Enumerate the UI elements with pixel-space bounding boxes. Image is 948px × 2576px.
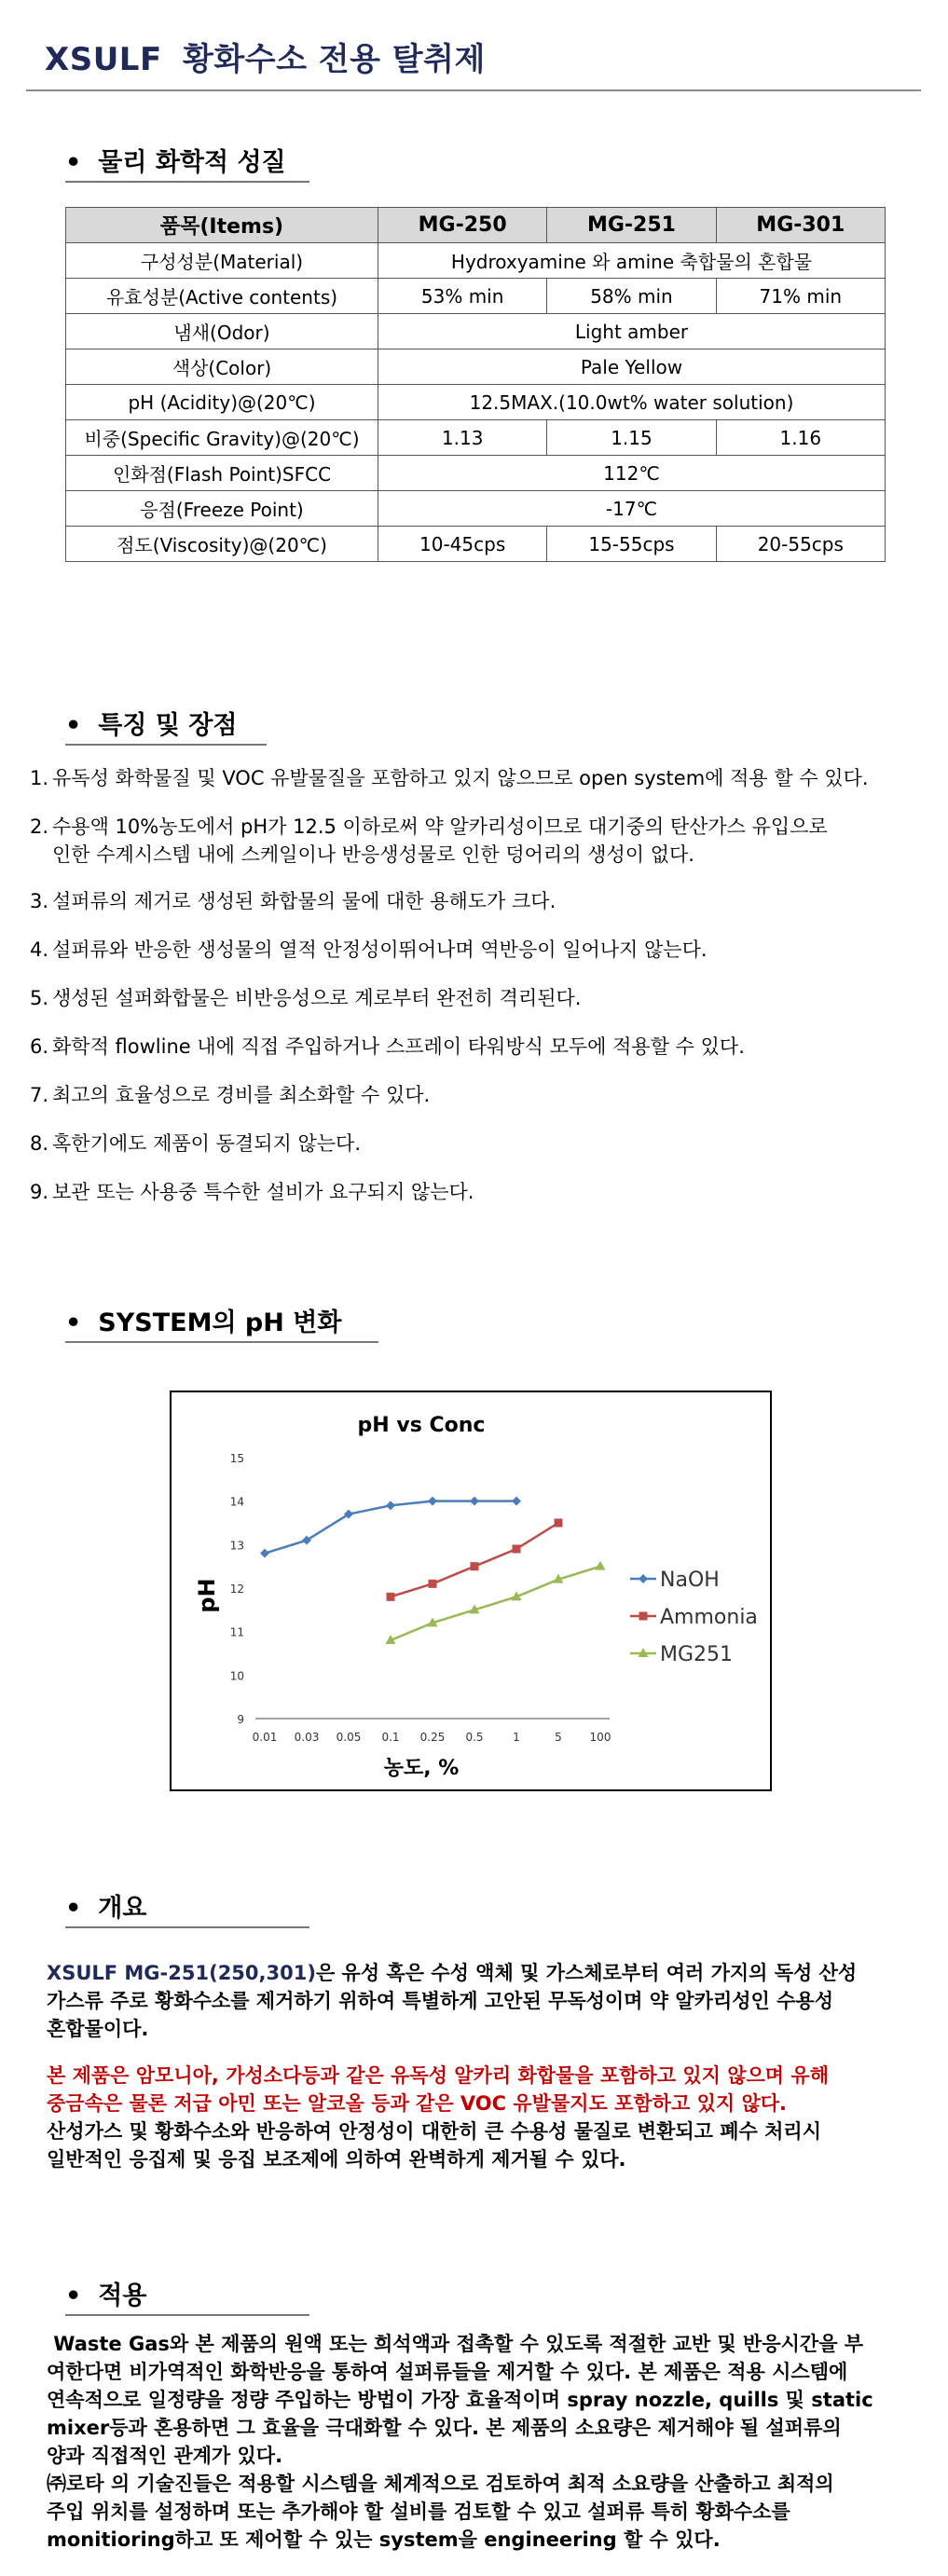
legend-marker	[639, 1574, 648, 1583]
data-point-naoh	[470, 1497, 479, 1506]
table-row	[66, 420, 886, 456]
chart-x-axis-label: 농도, %	[383, 1757, 460, 1780]
application-line: 연속적으로 일정량을 정량 주입하는 방법이 가장 효율적이며 spray nozzle, quills 및 static	[47, 2389, 873, 2411]
feature-item	[30, 813, 828, 869]
table-row	[66, 314, 886, 349]
x-tick-label: 1	[513, 1731, 520, 1744]
section-heading-features	[65, 705, 237, 741]
application-line: ㈜로타 의 기술진들은 적용할 시스템을 체계적으로 검토하여 최적 소요량을 산출하고 최적의	[47, 2473, 834, 2495]
application-line: 여한다면 비가역적인 화학반응을 통하여 설퍼류들을 제거할 수 있다. 본 제품은 적용 시스템에	[47, 2361, 848, 2383]
feature-item	[30, 1033, 745, 1061]
data-point-ammonia	[387, 1593, 395, 1601]
feature-line	[30, 764, 869, 792]
table-cell: 15-55cps	[547, 527, 716, 562]
feature-item	[30, 1081, 430, 1109]
feature-number: 8.	[30, 1132, 49, 1155]
series-line-ammonia	[391, 1523, 558, 1596]
application-paragraph	[47, 2330, 904, 2554]
data-point-naoh	[512, 1497, 521, 1506]
table-cell: Light amber	[378, 314, 886, 349]
table-cell: Hydroxyamine 와 amine 축합물의 혼합물	[378, 243, 886, 279]
data-point-naoh	[260, 1549, 269, 1558]
table-header-row	[66, 208, 886, 243]
table-header-cell: MG-301	[716, 208, 885, 243]
y-tick-label: 9	[237, 1713, 244, 1726]
ph-chart	[170, 1391, 772, 1791]
section-underline	[65, 1341, 378, 1343]
row-label: 응점(Freeze Point)	[66, 491, 378, 527]
feature-line	[30, 984, 582, 1012]
chart-svg	[172, 1392, 770, 1789]
table-cell: 1.16	[716, 420, 885, 456]
feature-number: 9.	[30, 1181, 49, 1203]
feature-line	[30, 1081, 430, 1109]
data-point-ammonia	[471, 1562, 479, 1570]
section-heading-overview	[65, 1887, 146, 1924]
table-row	[66, 456, 886, 491]
feature-number: 2.	[30, 815, 49, 838]
feature-line	[30, 841, 828, 869]
feature-line	[30, 1178, 474, 1206]
feature-text: 화학적 flowline 내에 직접 주입하거나 스프레이 타워방식 모두에 적용할 수 있다.	[52, 1035, 745, 1058]
bullet-icon: •	[65, 711, 82, 740]
row-label: 냄새(Odor)	[66, 314, 378, 349]
chart-axes	[230, 1452, 611, 1744]
x-tick-label: 0.5	[465, 1731, 484, 1744]
overview-warning-line: 본 제품은 암모니아, 가성소다등과 같은 유독성 알카리 화합물을 포함하고 있지 않으며 유해	[47, 2064, 829, 2087]
table-row	[66, 385, 886, 420]
header-divider	[26, 89, 921, 91]
application-line: Waste Gas와 본 제품의 원액 또는 희석액과 접촉할 수 있도록 적절한 교반 및 반응시간을 부	[47, 2333, 864, 2355]
feature-item	[30, 764, 869, 792]
overview-paragraph-2	[47, 2062, 904, 2173]
overview-line: 혼합물이다.	[47, 2018, 149, 2040]
row-label: 인화점(Flash Point)SFCC	[66, 456, 378, 491]
feature-text: 생성된 설퍼화합물은 비반응성으로 계로부터 완전히 격리된다.	[52, 987, 582, 1009]
section-title: 적용	[98, 2281, 147, 2310]
table-cell: 112℃	[378, 456, 886, 491]
table-header-cell: 품목(Items)	[66, 208, 378, 243]
table-cell: 1.15	[547, 420, 716, 456]
application-line: 양과 직접적인 관계가 있다.	[47, 2445, 283, 2467]
feature-number: 3.	[30, 890, 49, 912]
legend-label: Ammonia	[660, 1606, 758, 1629]
legend-marker	[639, 1612, 648, 1621]
feature-number: 5.	[30, 987, 49, 1009]
application-line: mixer등과 혼용하면 그 효율을 극대화할 수 있다. 본 제품의 소요량은 제거해야 될 설퍼류의	[47, 2417, 842, 2439]
bullet-icon: •	[65, 1894, 82, 1923]
y-tick-label: 10	[229, 1669, 244, 1683]
feature-number: 4.	[30, 939, 49, 961]
y-tick-label: 15	[229, 1452, 244, 1465]
table-header-cell: MG-250	[378, 208, 547, 243]
overview-line: 산성가스 및 황화수소와 반응하여 안정성이 대한히 큰 수용성 물질로 변환되고 폐수 처리시	[47, 2120, 822, 2143]
application-line: monitioring하고 또 제어할 수 있는 system을 engineering 할 수 있다.	[47, 2528, 721, 2551]
x-tick-label: 0.1	[381, 1731, 400, 1744]
table-cell: 71% min	[716, 279, 885, 314]
x-tick-label: 0.05	[336, 1731, 362, 1744]
feature-text: 수용액 10%농도에서 pH가 12.5 이하로써 약 알카리성이므로 대기중의 탄산가스 유입으로	[52, 815, 828, 838]
overview-line	[47, 1959, 904, 1987]
y-tick-label: 11	[229, 1625, 244, 1639]
data-point-ammonia	[429, 1580, 437, 1588]
feature-text: 유독성 화학물질 및 VOC 유발물질을 포함하고 있지 않으므로 open system에 적용 할 수 있다.	[52, 767, 869, 789]
page-title	[45, 34, 486, 79]
y-tick-label: 13	[229, 1539, 244, 1553]
overview-text: 은 유성 혹은 수성 액체 및 가스체로부터 여러 가지의 독성 산성	[315, 1962, 858, 1984]
x-tick-label: 5	[555, 1731, 562, 1744]
bullet-icon: •	[65, 148, 82, 177]
feature-line	[30, 887, 556, 915]
chart-series-group	[260, 1497, 606, 1644]
data-point-ammonia	[513, 1545, 521, 1554]
feature-item	[30, 1178, 474, 1206]
section-underline	[65, 2314, 309, 2316]
table-row	[66, 349, 886, 385]
bullet-icon: •	[65, 2281, 82, 2310]
table-row	[66, 491, 886, 527]
data-point-mg251	[596, 1561, 606, 1570]
product-name: XSULF MG-251(250,301)	[47, 1962, 316, 1984]
row-label: 색상(Color)	[66, 349, 378, 385]
overview-line: 일반적인 응집제 및 응집 보조제에 의하여 완벽하게 제거될 수 있다.	[47, 2148, 626, 2171]
feature-item	[30, 887, 556, 915]
section-heading-props	[65, 142, 286, 178]
feature-number: 7.	[30, 1084, 49, 1106]
table-cell: 58% min	[547, 279, 716, 314]
row-label: 유효성분(Active contents)	[66, 279, 378, 314]
feature-text: 설퍼류와 반응한 생성물의 열적 안정성이뛰어나며 역반응이 일어나지 않는다.	[52, 939, 708, 961]
y-tick-label: 14	[229, 1495, 244, 1509]
section-heading-application	[65, 2275, 146, 2311]
overview-line: 가스류 주로 황화수소를 제거하기 위하여 특별하게 고안된 무독성이며 약 알카리성인 수용성	[47, 1990, 833, 2012]
feature-text: 혹한기에도 제품이 동결되지 않는다.	[52, 1132, 361, 1155]
x-tick-label: 0.03	[294, 1731, 320, 1744]
row-label: pH (Acidity)@(20℃)	[66, 385, 378, 420]
table-cell: -17℃	[378, 491, 886, 527]
table-header-cell: MG-251	[547, 208, 716, 243]
chart-legend	[630, 1569, 758, 1666]
page-header	[0, 0, 948, 93]
feature-line	[30, 813, 828, 841]
section-title: SYSTEM의 pH 변화	[98, 1309, 342, 1337]
table-row	[66, 279, 886, 314]
properties-table	[65, 207, 886, 562]
section-heading-ph	[65, 1302, 341, 1338]
row-label: 비중(Specific Gravity)@(20℃)	[66, 420, 378, 456]
x-tick-label: 100	[589, 1731, 611, 1744]
feature-item	[30, 1130, 361, 1158]
data-point-naoh	[386, 1500, 395, 1510]
feature-line	[30, 1033, 745, 1061]
feature-text: 보관 또는 사용중 특수한 설비가 요구되지 않는다.	[52, 1181, 474, 1203]
feature-line	[30, 936, 708, 964]
x-tick-label: 0.25	[419, 1731, 446, 1744]
chart-title: pH vs Conc	[357, 1414, 486, 1437]
feature-number: 6.	[30, 1035, 49, 1058]
overview-warning-line: 중금속은 물론 저급 아민 또는 알코올 등과 같은 VOC 유발물지도 포함하고 있지 않다.	[47, 2092, 788, 2115]
table-cell: Pale Yellow	[378, 349, 886, 385]
application-line: 주입 위치를 설정하며 또는 추가해야 할 설비를 검토할 수 있고 설퍼류 특히 황화수소를	[47, 2501, 790, 2523]
feature-item	[30, 936, 708, 964]
table-row	[66, 527, 886, 562]
title-text: 황화수소 전용 탈취제	[183, 41, 486, 78]
y-tick-label: 12	[229, 1583, 244, 1596]
section-title: 물리 화학적 성질	[98, 148, 286, 177]
feature-text: 설퍼류의 제거로 생성된 화합물의 물에 대한 용해도가 크다.	[52, 890, 556, 912]
chart-y-axis-label: pH	[194, 1578, 220, 1613]
series-line-mg251	[391, 1567, 600, 1640]
feature-text: 인한 수계시스템 내에 스케일이나 반응생성물로 인한 덩어리의 생성이 없다.	[52, 843, 694, 866]
table-cell: 10-45cps	[378, 527, 547, 562]
section-title: 특징 및 장점	[98, 711, 238, 740]
table-cell: 20-55cps	[716, 527, 885, 562]
feature-line	[30, 1130, 361, 1158]
overview-paragraph-1	[47, 1959, 904, 2043]
section-title: 개요	[98, 1894, 147, 1923]
section-underline	[65, 181, 309, 183]
table-row	[66, 243, 886, 279]
row-label: 점도(Viscosity)@(20℃)	[66, 527, 378, 562]
data-point-ammonia	[555, 1519, 563, 1528]
x-tick-label: 0.01	[252, 1731, 278, 1744]
section-underline	[65, 744, 267, 746]
feature-text: 최고의 효율성으로 경비를 최소화할 수 있다.	[52, 1084, 431, 1106]
row-label: 구성성분(Material)	[66, 243, 378, 279]
table-cell: 53% min	[378, 279, 547, 314]
legend-label: MG251	[660, 1643, 734, 1666]
section-underline	[65, 1926, 309, 1928]
brand-name: XSULF	[45, 41, 162, 78]
legend-label: NaOH	[660, 1569, 720, 1592]
feature-item	[30, 984, 582, 1012]
feature-number: 1.	[30, 767, 49, 789]
bullet-icon: •	[65, 1309, 82, 1337]
table-cell: 12.5MAX.(10.0wt% water solution)	[378, 385, 886, 420]
table-cell: 1.13	[378, 420, 547, 456]
data-point-naoh	[428, 1497, 437, 1506]
